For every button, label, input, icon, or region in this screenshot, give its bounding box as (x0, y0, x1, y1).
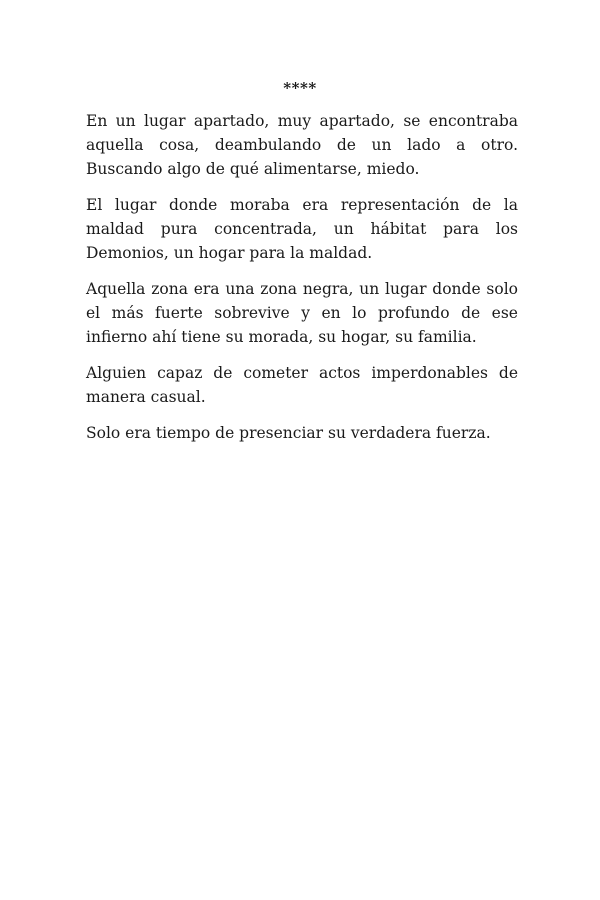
paragraph-3: Aquella zona era una zona negra, un lugar donde solo el más fuerte sobrevive y en lo profundo de ese infierno ahí tiene su morada, su hogar, su familia. (86, 280, 518, 346)
body-text (86, 109, 518, 457)
paragraph-4: Alguien capaz de cometer actos imperdonables de manera casual. (86, 364, 518, 406)
paragraph-2: El lugar donde moraba era representación de la maldad pura concentrada, un hábitat para los Demonios, un hogar para la maldad. (86, 196, 518, 262)
scene-break-marker: **** (283, 79, 317, 97)
paragraph-1: En un lugar apartado, muy apartado, se encontraba aquella cosa, deambulando de un lado a otro. Buscando algo de qué alimentarse, miedo. (86, 112, 518, 178)
paragraph-5: Solo era tiempo de presenciar su verdadera fuerza. (86, 424, 491, 442)
